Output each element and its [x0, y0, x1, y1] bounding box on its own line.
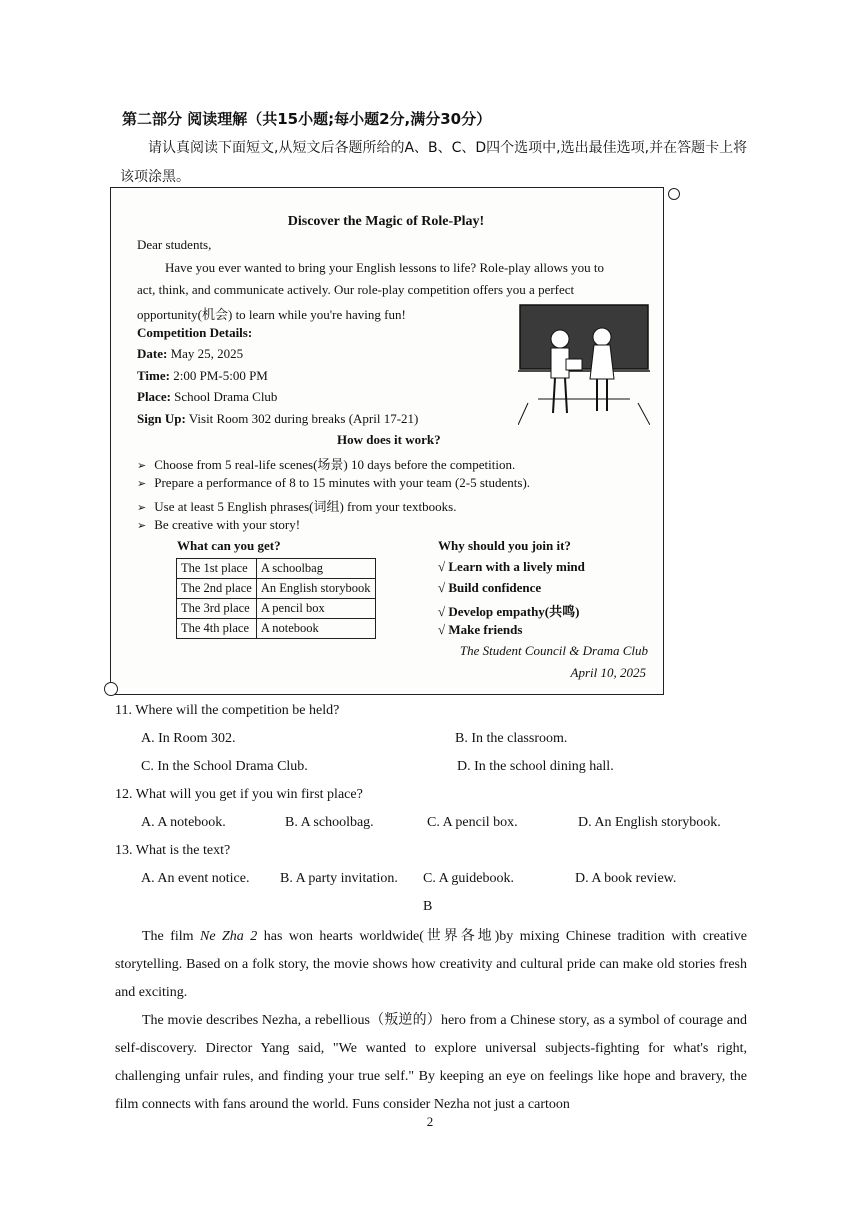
poster-greeting: Dear students,	[137, 237, 212, 252]
prizes-heading: What can you get?	[177, 538, 281, 553]
arrow-icon: ➢	[137, 460, 147, 472]
time-label: Time:	[137, 368, 170, 383]
time-value: 2:00 PM-5:00 PM	[173, 368, 268, 383]
step-item	[137, 454, 515, 473]
film-title: Ne Zha 2	[200, 929, 258, 944]
table-row	[177, 579, 376, 599]
table-row	[177, 619, 376, 639]
check-icon: √	[438, 604, 446, 619]
step-text: Prepare a performance of 8 to 15 minutes with your team (2-5 students).	[154, 475, 531, 490]
table-row	[177, 599, 376, 619]
place-row	[137, 389, 277, 405]
poster-intro-line: opportunity(机会) to learn while you're having fun!	[137, 307, 406, 322]
check-icon: √	[438, 580, 446, 595]
role-play-illustration	[518, 303, 650, 425]
check-icon: √	[438, 559, 446, 574]
how-heading: How does it work?	[337, 432, 441, 447]
poster-date-signed: April 10, 2025	[570, 665, 646, 680]
table-row	[177, 559, 376, 579]
arrow-icon: ➢	[137, 502, 147, 514]
option-b: B. In the classroom.	[455, 731, 568, 746]
reason-item	[438, 601, 579, 620]
poster-intro-line: act, think, and communicate actively. Our role-play competition offers you a perfect	[137, 282, 575, 297]
option-a: A. An event notice.	[141, 871, 250, 886]
section-instruction: 请认真阅读下面短文,从短文后各题所给的A、B、C、D四个选项中,选出最佳选项,并在答题卡上将该项涂黑。	[120, 140, 748, 185]
scroll-curl-icon	[104, 682, 118, 696]
option-a: A. In Room 302.	[141, 731, 236, 746]
signup-value: Visit Room 302 during breaks (April 17-21)	[188, 411, 419, 426]
reason-text: Learn with a lively mind	[448, 559, 585, 574]
signup-row	[137, 411, 418, 427]
step-item	[137, 517, 300, 533]
step-text: Be creative with your story!	[154, 517, 301, 532]
prize-place: The 3rd place	[177, 599, 257, 619]
prize-item: A notebook	[256, 619, 375, 639]
reason-text: Develop empathy(共鸣)	[448, 604, 580, 619]
check-icon: √	[438, 622, 446, 637]
option-b: B. A party invitation.	[280, 871, 398, 886]
option-c: C. A guidebook.	[423, 871, 515, 886]
option-c: C. A pencil box.	[427, 815, 518, 830]
place-label: Place:	[137, 389, 171, 404]
reason-item	[438, 559, 585, 575]
option-b: B. A schoolbag.	[285, 815, 374, 830]
option-c: C. In the School Drama Club.	[141, 759, 308, 774]
step-text: Use at least 5 English phrases(词组) from your textbooks.	[154, 499, 457, 514]
option-d: D. In the school dining hall.	[457, 759, 614, 774]
step-item	[137, 475, 530, 491]
prize-place: The 4th place	[177, 619, 257, 639]
reason-text: Make friends	[448, 622, 523, 637]
date-label: Date:	[137, 346, 168, 361]
question-stem: 13. What is the text?	[115, 843, 231, 858]
question-stem: 12. What will you get if you win first place?	[115, 787, 363, 802]
prize-table	[176, 558, 376, 639]
date-row	[137, 346, 243, 362]
question-stem: 11. Where will the competition be held?	[115, 703, 340, 718]
reason-item	[438, 622, 522, 638]
step-item	[137, 496, 456, 515]
place-value: School Drama Club	[174, 389, 278, 404]
option-a: A. A notebook.	[141, 815, 226, 830]
passage-paragraph: The movie describes Nezha, a rebellious（叛逆的）hero from a Chinese story, as a symbol of courage and self-discovery. Director Yang said, "We wanted to explore universal subjects-fighting for what's right, challenging unfair rules, and finding your true self." By keeping an eye on feelings like hope and bravery, the film connects with fans around the world. Funs consider Nezha not just a cartoon	[115, 1013, 747, 1112]
reason-text: Build confidence	[448, 580, 542, 595]
step-text: Choose from 5 real-life scenes(场景) 10 days before the competition.	[154, 457, 516, 472]
scroll-curl-icon	[668, 188, 680, 200]
passage-label: B	[423, 899, 433, 914]
details-heading: Competition Details:	[137, 325, 253, 340]
prize-item: A schoolbag	[256, 559, 375, 579]
passage-text: The film	[142, 929, 201, 944]
arrow-icon: ➢	[137, 520, 147, 532]
signup-label: Sign Up:	[137, 411, 186, 426]
reason-item	[438, 580, 541, 596]
prize-item: An English storybook	[256, 579, 375, 599]
poster-signature: The Student Council & Drama Club	[459, 643, 648, 658]
date-value: May 25, 2025	[170, 346, 244, 361]
option-d: D. An English storybook.	[578, 815, 721, 830]
passage-text: has won hearts worldwide(世界各地)by mixing Chinese tradition with creative storytelling. Based on a folk story, the movie shows how creativity and cultural pride can make old stories fresh and exciting.	[115, 929, 747, 1000]
why-heading: Why should you join it?	[438, 538, 571, 553]
prize-place: The 1st place	[177, 559, 257, 579]
arrow-icon: ➢	[137, 478, 147, 490]
option-d: D. A book review.	[575, 871, 677, 886]
section-title: 第二部分 阅读理解（共15小题;每小题2分,满分30分）	[122, 110, 492, 128]
poster-title: Discover the Magic of Role-Play!	[287, 214, 485, 229]
prize-item: A pencil box	[256, 599, 375, 619]
poster-intro-line: Have you ever wanted to bring your English lessons to life? Role-play allows you to	[165, 260, 605, 275]
prize-place: The 2nd place	[177, 579, 257, 599]
page-number: 2	[426, 1114, 434, 1129]
passage-paragraph	[115, 923, 747, 1007]
time-row	[137, 368, 268, 384]
